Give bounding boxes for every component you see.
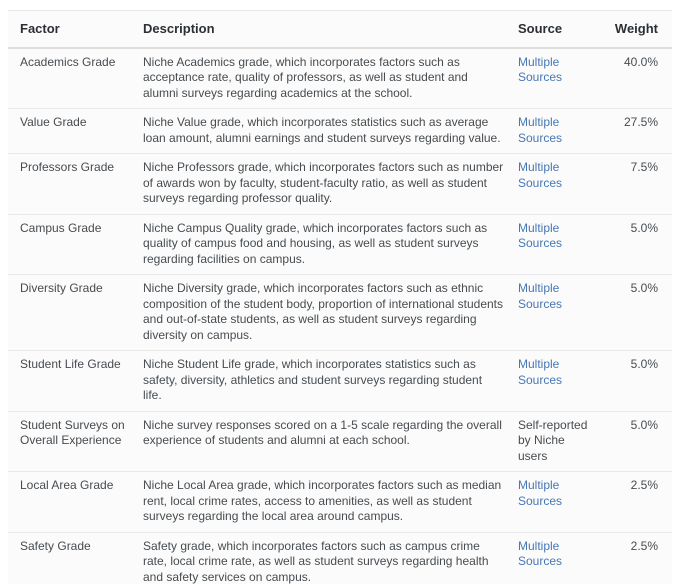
source-cell xyxy=(518,281,610,343)
weight-cell: 5.0% xyxy=(630,281,658,295)
factor-cell: Student Life Grade xyxy=(20,357,121,371)
header-source: Source xyxy=(518,21,563,36)
description-cell: Niche survey responses scored on a 1-5 scale regarding the overall experience of students and alumni at each school. xyxy=(143,417,502,447)
source-cell: Self-reported by Niche users xyxy=(518,417,588,463)
weight-cell: 5.0% xyxy=(630,357,658,371)
weight-cell: 5.0% xyxy=(630,220,658,235)
table-row xyxy=(8,472,672,533)
source-link[interactable]: Multiple Sources xyxy=(518,115,563,145)
source-link[interactable]: Multiple Sources xyxy=(518,478,563,508)
source-link[interactable]: Multiple Sources xyxy=(518,220,563,250)
source-cell xyxy=(518,160,610,207)
factor-cell: Student Surveys on Overall Experience xyxy=(20,417,125,447)
source-link[interactable]: Multiple Sources xyxy=(518,281,563,311)
table-row xyxy=(8,533,672,584)
table-body xyxy=(8,49,672,584)
source-link[interactable]: Multiple Sources xyxy=(518,357,563,387)
description-cell: Niche Value grade, which incorporates statistics such as average loan amount, alumni earnings and student surveys regarding value. xyxy=(143,115,501,145)
table-row xyxy=(8,49,672,110)
weight-cell: 2.5% xyxy=(630,478,658,492)
description-cell: Niche Professors grade, which incorporates factors such as number of awards won by faculty, student-faculty ratio, as well as student surveys regarding professor quality. xyxy=(143,160,504,205)
source-cell xyxy=(518,357,610,404)
table-row xyxy=(8,109,672,154)
header-weight: Weight xyxy=(614,21,658,36)
description-cell: Safety grade, which incorporates factors such as campus crime rate, local crime rate, as well as student surveys regarding health and safety services on campus. xyxy=(143,538,489,584)
table-row xyxy=(8,154,672,215)
ranking-factors-table xyxy=(8,10,672,584)
source-cell xyxy=(518,539,610,584)
description-cell: Niche Diversity grade, which incorporates factors such as ethnic composition of the student body, proportion of international students and out-of-state students, as well as student surveys regarding diversity on campus. xyxy=(143,281,504,342)
factor-cell: Diversity Grade xyxy=(20,281,103,295)
source-link[interactable]: Multiple Sources xyxy=(518,538,563,568)
factor-cell: Value Grade xyxy=(20,115,87,129)
source-cell xyxy=(518,221,610,268)
header-description: Description xyxy=(143,21,215,36)
weight-cell: 5.0% xyxy=(630,417,658,432)
weight-cell: 7.5% xyxy=(630,160,658,174)
factor-cell: Campus Grade xyxy=(20,220,102,235)
table-row xyxy=(8,215,672,276)
description-cell: Niche Student Life grade, which incorporates statistics such as safety, diversity, athletics and student surveys regarding student life. xyxy=(143,357,483,402)
weight-cell: 2.5% xyxy=(630,538,658,553)
source-cell xyxy=(518,55,610,102)
weight-cell: 27.5% xyxy=(623,115,658,129)
source-cell xyxy=(518,478,610,525)
table-row xyxy=(8,351,672,412)
source-link[interactable]: Multiple Sources xyxy=(518,54,563,84)
description-cell: Niche Academics grade, which incorporates factors such as acceptance rate, quality of professors, as well as student and alumni surveys regarding academics at the school. xyxy=(143,54,468,100)
source-cell xyxy=(518,115,610,146)
table-row xyxy=(8,275,672,351)
header-factor: Factor xyxy=(20,21,60,36)
table-header-row xyxy=(8,11,672,49)
source-link[interactable]: Multiple Sources xyxy=(518,160,563,190)
factor-cell: Academics Grade xyxy=(20,54,116,69)
table-row xyxy=(8,412,672,473)
factor-cell: Local Area Grade xyxy=(20,478,114,492)
description-cell: Niche Campus Quality grade, which incorporates factors such as quality of campus food and housing, as well as student surveys regarding facilities on campus. xyxy=(143,220,488,266)
weight-cell: 40.0% xyxy=(623,54,658,69)
factor-cell: Safety Grade xyxy=(20,538,91,553)
description-cell: Niche Local Area grade, which incorporates factors such as median rent, local crime rates, access to amenities, as well as student surveys regarding the local area around campus. xyxy=(143,478,502,523)
factor-cell: Professors Grade xyxy=(20,160,115,174)
